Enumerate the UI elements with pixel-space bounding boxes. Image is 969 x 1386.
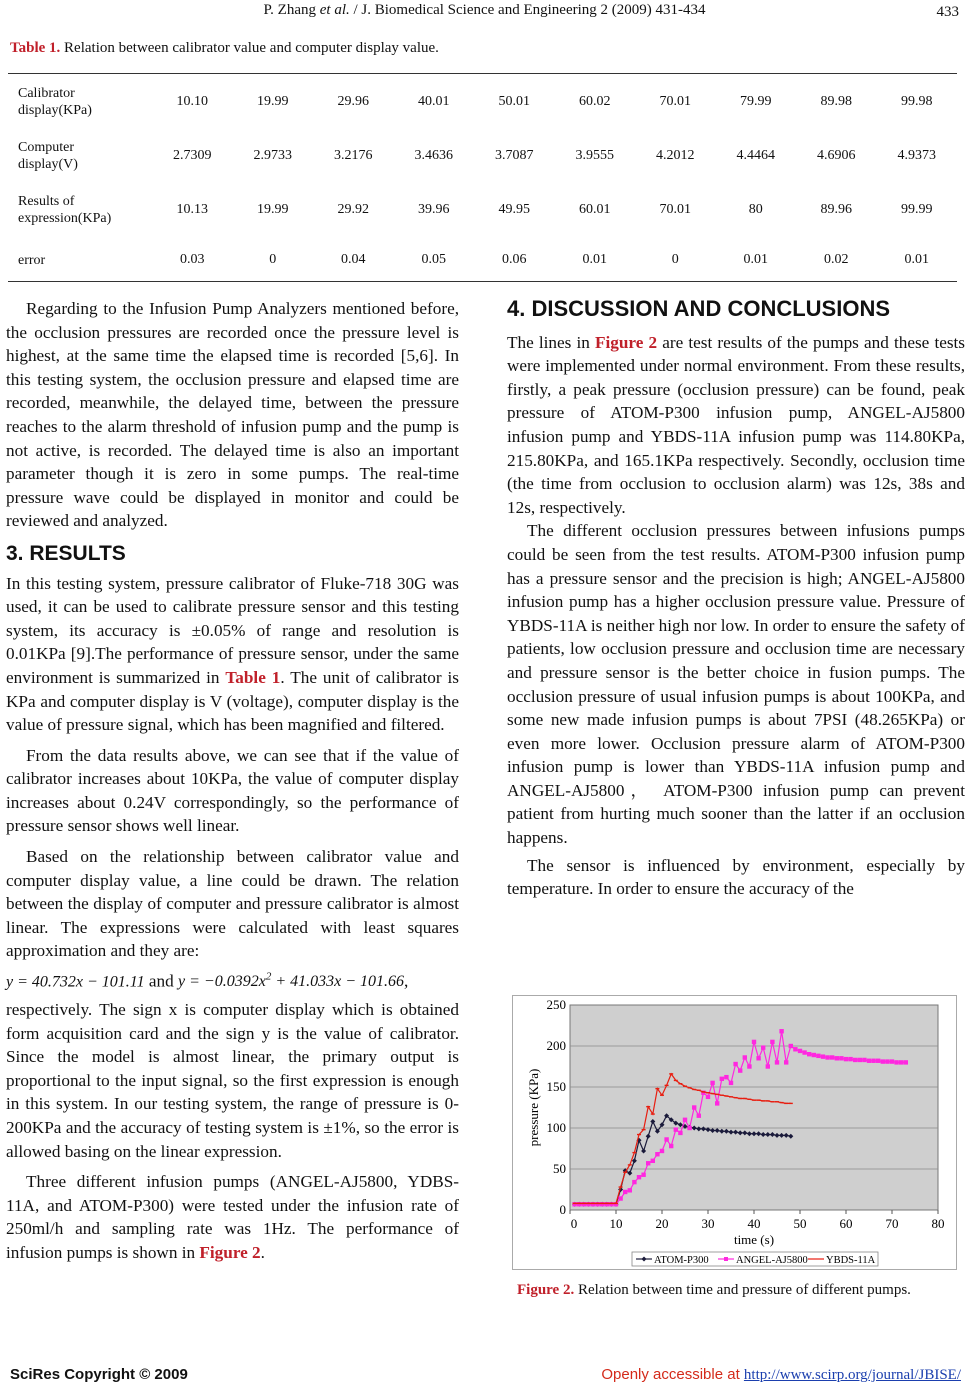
- table-cell: 19.99: [257, 94, 289, 109]
- table-cell: 0.01: [743, 252, 768, 267]
- data-point: [595, 1202, 599, 1206]
- data-point: [899, 1060, 903, 1064]
- data-point: [641, 1173, 645, 1177]
- data-point: [802, 1050, 806, 1054]
- paragraph: The different occlusion pressures between infusions pumps could be seen from the test results. ATOM-P300 infusion pump has a pressure sensor and the precision is high; ANGEL-AJ5800 infusion pump has a higher occlusion pressure value. Pressure of YBDS-11A is neither high nor low. In order to ensure the safety of patients, low occlusion pressure and occlusion time are necessary and pressure sensor is the better choice in fusion pumps. The occlusion pressure of usual infusion pumps is about 100KPa, and some new made infusion pumps is about 7PSI (48.265KPa) or even more lower. Occlusion pressure alarm of ATOM-P300 infusion pump is lower than YBDS-11A infusion pump and ANGEL-AJ5800， ATOM-P300 infusion pump can prevent patient from hurting much sooner than the latter if an occlusion happens.: [507, 521, 965, 848]
- legend-marker: [724, 1257, 728, 1261]
- data-point: [812, 1053, 816, 1057]
- table-cell: 50.01: [498, 94, 530, 109]
- paragraph: In this testing system, pressure calibrator of Fluke-718 30G was used, it can be used to calibrate pressure sensor and this testing system, its accuracy is ±0.05% of range and resolution is 0.01KPa [9].The performance of pressure sensor, under the same environment is summarized in Table 1. The unit of calibrator is KPa and computer display is V (voltage), computer display is the value of pressure signal, which has been magnified and filtered.: [6, 573, 459, 735]
- data-point: [848, 1057, 852, 1061]
- running-title: P. Zhang et al. / J. Biomedical Science and Engineering 2 (2009) 431-434: [263, 2, 706, 18]
- table-cell: 2.7309: [173, 147, 212, 163]
- data-point: [729, 1081, 733, 1085]
- table-reference[interactable]: Table 1: [225, 667, 281, 687]
- paragraph: Based on the relationship between calibrator value and computer display value, a line could be drawn. The relation between the display of computer and pressure calibrator is almost linear. The expressions were calculated with least squares approximation and they are:: [6, 847, 459, 961]
- data-point: [881, 1059, 885, 1063]
- data-point: [697, 1114, 701, 1118]
- footer-access: Openly accessible at http://www.scirp.org/journal/JBISE/: [601, 1366, 961, 1383]
- data-point: [706, 1095, 710, 1099]
- y-tick-label: 150: [546, 1079, 566, 1094]
- data-point: [784, 1060, 788, 1064]
- data-point: [655, 1152, 659, 1156]
- data-point: [743, 1055, 747, 1059]
- y-axis-label: pressure (KPa): [526, 1068, 541, 1147]
- table-cell: 49.95: [498, 202, 530, 217]
- table-cell: 70.01: [659, 202, 691, 217]
- y-tick-label: 200: [546, 1038, 566, 1053]
- right-column: [507, 297, 965, 901]
- data-point: [582, 1202, 586, 1206]
- table-cell: 29.92: [337, 202, 369, 217]
- table-cell: 89.98: [820, 94, 852, 109]
- paragraph: Three different infusion pumps (ANGEL-AJ5800, YDBS-11A, and ATOM-P300) were tested under the infusion rate of 250ml/h and sampling rate was 1Hz. The performance of infusion pumps is shown in Figure 2.: [6, 1172, 459, 1262]
- data-point: [839, 1056, 843, 1060]
- x-tick-label: 10: [609, 1216, 623, 1231]
- left-column: [6, 297, 459, 1264]
- data-point: [609, 1202, 613, 1206]
- data-point: [628, 1188, 632, 1192]
- table-cell: 39.96: [418, 202, 450, 217]
- table-cell: 70.01: [659, 94, 691, 109]
- data-point: [752, 1040, 756, 1044]
- table-row: [8, 74, 957, 131]
- figure-reference[interactable]: Figure 2: [199, 1242, 261, 1262]
- pressure-time-chart: [512, 995, 957, 1270]
- y-tick-label: 250: [546, 997, 566, 1012]
- table-cell: 3.2176: [334, 147, 373, 163]
- data-point: [821, 1054, 825, 1058]
- data-point: [871, 1059, 875, 1063]
- x-tick-label: 70: [885, 1216, 899, 1231]
- table-row: [8, 181, 957, 239]
- data-point: [835, 1056, 839, 1060]
- row-header: error: [18, 252, 46, 268]
- data-point: [600, 1202, 604, 1206]
- x-tick-label: 0: [570, 1216, 578, 1231]
- table-cell: 60.02: [579, 94, 611, 109]
- data-point: [853, 1058, 857, 1062]
- table-cell: 4.4464: [736, 147, 775, 163]
- data-point: [770, 1040, 774, 1044]
- data-point: [747, 1064, 751, 1068]
- equation-line: y = 40.732x − 101.11 and $y = -0.0392x^2 + 41.033x - 101.66$,: [6, 971, 409, 991]
- figure-reference[interactable]: Figure 2: [595, 332, 658, 352]
- table-cell: 0: [671, 252, 679, 267]
- table-cell: 3.7087: [495, 147, 534, 163]
- table-cell: 0.01: [904, 252, 929, 267]
- table-cell: 0.06: [502, 252, 527, 267]
- data-point: [646, 1161, 650, 1165]
- table-cell: 0.02: [824, 252, 849, 267]
- table-cell: 99.99: [901, 202, 933, 217]
- data-point: [825, 1055, 829, 1059]
- calibration-table: [8, 73, 957, 282]
- running-header: [0, 0, 969, 22]
- data-point: [623, 1190, 627, 1194]
- data-point: [761, 1045, 765, 1049]
- data-point: [692, 1105, 696, 1109]
- legend-label: ANGEL-AJ5800: [736, 1255, 808, 1266]
- x-tick-label: 40: [747, 1216, 761, 1231]
- data-point: [586, 1202, 590, 1206]
- table-cell: 0: [269, 252, 277, 267]
- data-point: [637, 1175, 641, 1179]
- data-point: [605, 1202, 609, 1206]
- page-number: 433: [936, 4, 959, 20]
- table-cell: 0.03: [180, 252, 205, 267]
- table-cell: 3.4636: [414, 147, 453, 163]
- data-point: [710, 1081, 714, 1085]
- data-point: [674, 1127, 678, 1131]
- data-point: [738, 1068, 742, 1072]
- equation-linear: y = 40.732x − 101.11: [6, 973, 145, 991]
- paragraph: respectively. The sign x is computer display which is obtained form acquisition card and the sign y is the value of calibrator. Since the model is almost linear, the primary output is proportional to the input signal, so the first expression is enough in this system. In our testing system, the range of pressure is 0-200KPa and the accuracy of testing system is ±1%, so the error is allowed basing on the linear expression.: [6, 999, 459, 1161]
- y-tick-label: 100: [546, 1120, 566, 1135]
- data-point: [876, 1059, 880, 1063]
- table-cell: 99.98: [901, 94, 933, 109]
- row-header: Computer display(V): [18, 139, 78, 172]
- y-tick-label: 0: [559, 1202, 566, 1217]
- data-point: [724, 1075, 728, 1079]
- table-cell: 4.9373: [897, 147, 936, 163]
- table-cell: 3.9555: [575, 147, 614, 163]
- table-cell: 2.9733: [253, 147, 292, 163]
- paragraph: From the data results above, we can see that if the value of calibrator increases about 10KPa, the value of computer display increases about 0.24V correspondingly, so the performance of pressure sensor shows well linear.: [6, 745, 459, 836]
- paragraph: The lines in Figure 2 are test results of the pumps and these tests were implemented under normal environment. From these results, firstly, a peak pressure (occlusion pressure) can be found, peak pressure of ATOM-P300 infusion pump, ANGEL-AJ5800 infusion pump and YBDS-11A infusion pump was 114.80KPa, 215.80KPa, and 165.1KPa respectively. Secondly, occlusion time (the time from occlusion to occlusion alarm) was 12s, 38s and 12s, respectively.: [507, 332, 965, 517]
- x-tick-label: 60: [839, 1216, 853, 1231]
- table-cell: 10.13: [176, 202, 208, 217]
- data-point: [816, 1054, 820, 1058]
- data-point: [664, 1137, 668, 1141]
- data-point: [669, 1144, 673, 1148]
- data-point: [862, 1058, 866, 1062]
- table-row: [8, 239, 957, 282]
- row-header: Calibrator display(KPa): [18, 86, 92, 118]
- table-cell: 89.96: [820, 202, 852, 217]
- y-tick-label: 50: [553, 1161, 566, 1176]
- data-point: [775, 1060, 779, 1064]
- table-row: [8, 130, 957, 181]
- table-cell: 80: [748, 202, 763, 217]
- paragraph: The sensor is influenced by environment, especially by temperature. In order to ensure the accuracy of the: [507, 855, 965, 899]
- equation-quadratic: $y = -0.0392x^2 + 41.033x - 101.66$: [178, 971, 405, 991]
- data-point: [885, 1059, 889, 1063]
- table-cell: 79.99: [740, 94, 772, 109]
- table-cell: 19.99: [257, 202, 289, 217]
- x-tick-label: 80: [931, 1216, 945, 1231]
- data-point: [793, 1047, 797, 1051]
- data-point: [591, 1202, 595, 1206]
- data-point: [660, 1149, 664, 1153]
- journal-link[interactable]: http://www.scirp.org/journal/JBISE/: [743, 1367, 961, 1383]
- data-point: [572, 1202, 576, 1206]
- data-point: [632, 1180, 636, 1184]
- table-caption: Table 1. Relation between calibrator value and computer display value.: [10, 40, 439, 56]
- table-cell: 0.01: [582, 252, 607, 267]
- data-point: [867, 1059, 871, 1063]
- x-axis-label: time (s): [733, 1232, 775, 1247]
- row-header: Results of expression(KPa): [18, 194, 112, 226]
- data-point: [720, 1077, 724, 1081]
- plot-area: [570, 1005, 938, 1210]
- data-point: [756, 1056, 760, 1060]
- data-point: [766, 1064, 770, 1068]
- x-tick-label: 50: [793, 1216, 807, 1231]
- data-point: [618, 1196, 622, 1200]
- data-point: [577, 1202, 581, 1206]
- data-point: [844, 1057, 848, 1061]
- table-cell: 60.01: [579, 202, 611, 217]
- table-cell: 0.05: [421, 252, 446, 267]
- data-point: [678, 1131, 682, 1135]
- figure-caption: Figure 2. Relation between time and pressure of different pumps.: [517, 1282, 911, 1298]
- data-point: [830, 1055, 834, 1059]
- data-point: [733, 1062, 737, 1066]
- data-point: [687, 1126, 691, 1130]
- data-point: [890, 1059, 894, 1063]
- x-tick-label: 20: [655, 1216, 669, 1231]
- data-point: [779, 1029, 783, 1033]
- data-point: [715, 1101, 719, 1105]
- x-tick-label: 30: [701, 1216, 715, 1231]
- section-heading-results: 3. RESULTS: [6, 541, 126, 565]
- table-cell: 40.01: [418, 94, 450, 109]
- data-point: [651, 1159, 655, 1163]
- data-point: [894, 1060, 898, 1064]
- data-point: [789, 1044, 793, 1048]
- table-cell: 29.96: [337, 94, 369, 109]
- table-cell: 4.6906: [817, 147, 856, 163]
- table-cell: 4.2012: [656, 147, 695, 163]
- section-heading-discussion: 4. DISCUSSION AND CONCLUSIONS: [507, 296, 891, 321]
- table-cell: 10.10: [176, 94, 208, 109]
- table-cell: 0.04: [341, 252, 366, 267]
- data-point: [683, 1118, 687, 1122]
- paragraph: Regarding to the Infusion Pump Analyzers mentioned before, the occlusion pressures are recorded once the pressure level is highest, at the same time the elapsed time is recorded [5,6]. In this testing system, the occlusion pressure and elapsed time are recorded, meanwhile, the delayed time, between the pressure reaches to the alarm threshold of infusion pump and the pump is not active, is recorded. The delayed time is also an important parameter though it is zero in some pumps. The real-time pressure wave could be displayed in monitor and could be reviewed and analyzed.: [6, 299, 459, 531]
- data-point: [798, 1049, 802, 1053]
- data-point: [904, 1060, 908, 1064]
- footer-copyright: SciRes Copyright © 2009: [10, 1366, 188, 1383]
- legend-label: YBDS-11A: [826, 1255, 876, 1266]
- legend-label: ATOM-P300: [654, 1255, 709, 1266]
- data-point: [858, 1058, 862, 1062]
- data-point: [807, 1052, 811, 1056]
